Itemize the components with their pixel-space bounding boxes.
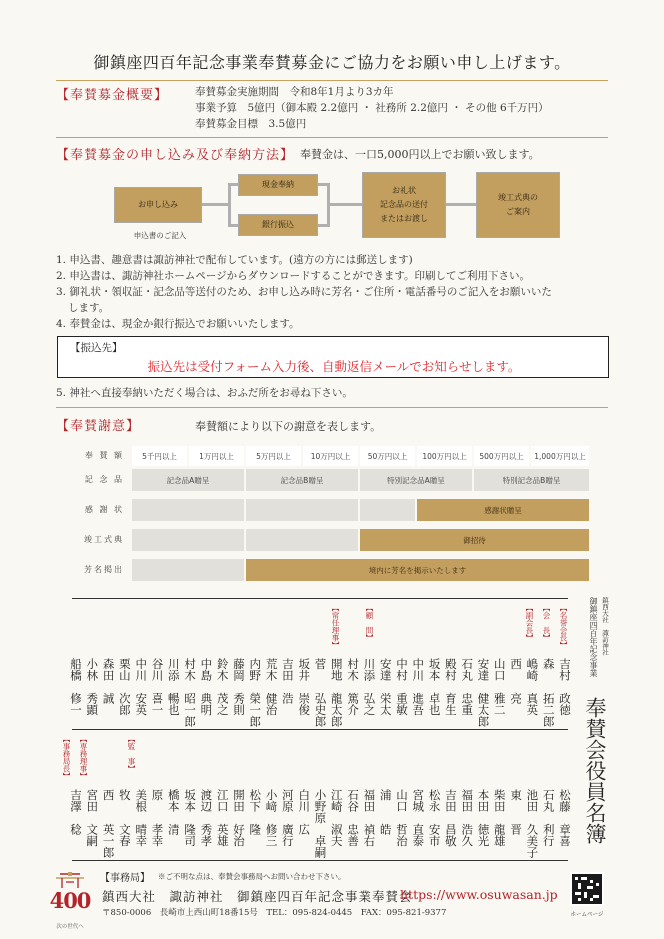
empty-cell — [132, 499, 244, 521]
logo-caption: 次の世代へ — [56, 924, 84, 930]
roster-name: 谷川 喜一 — [150, 658, 165, 716]
gratitude-note: 奉賛額により以下の謝意を表します。 — [195, 420, 382, 433]
roster-name: 松藤 章喜 — [558, 789, 572, 847]
roster-name: 原 孝幸 — [150, 789, 165, 847]
roster-name: 小野原 卓嗣 — [313, 789, 328, 858]
roster-name: 吉田 浩 — [280, 658, 295, 704]
roster-name: 渡辺 秀孝 — [199, 789, 214, 847]
row-label-certificate: 感 謝 状 — [84, 505, 124, 514]
method-item-3-cont: します。 — [68, 302, 110, 314]
empty-cell — [360, 499, 415, 521]
gratitude-heading: 【奉賛謝意】 — [56, 419, 141, 434]
method-note: 奉賛金は、一口5,000円以上でお願い致します。 — [300, 148, 540, 161]
overview-period: 奉賛募金実施期間 令和8年1月より3カ年 — [195, 86, 394, 98]
method-item-2: 2. 申込書は、諏訪神社ホームページからダウンロードすることができます。印刷してご利用下さい。 — [56, 270, 530, 282]
flow-bank-box: 銀行振込 — [238, 214, 318, 236]
method-heading: 【奉賛募金の申し込み及び奉納方法】 — [56, 148, 295, 163]
ceremony-cell: 御招待 — [360, 529, 589, 551]
office-label: 【事務局】 — [100, 873, 150, 884]
amount-cell: 500万円以上 — [474, 446, 529, 466]
page-title: 御鎮座四百年記念事業奉賛募金にご協力をお願い申し上げます。 — [93, 53, 571, 72]
website-link[interactable]: https://www.osuwasan.jp — [400, 887, 558, 902]
roster-name: 美根 晴幸 — [134, 789, 149, 847]
gift-cell: 特別記念品A贈呈 — [360, 469, 472, 491]
amount-cell: 50万円以上 — [360, 446, 415, 466]
qr-code-icon — [572, 874, 602, 904]
empty-cell — [132, 559, 244, 581]
role-auditor: 【監 事】 — [127, 735, 136, 773]
roster-name: 宮田 文嗣 — [85, 789, 100, 847]
flow-ceremony-line: 竣工式典の — [498, 193, 538, 202]
gift-cell: 記念品A贈呈 — [132, 469, 244, 491]
role-president: 【会 長】 — [542, 604, 551, 642]
roster-name: 船橋 修一 — [69, 658, 83, 716]
flow-apply-caption: 申込書のご記入 — [133, 231, 187, 240]
roster-name: 福田 浩久 — [460, 789, 475, 847]
flow-ceremony-line: ご案内 — [506, 207, 530, 216]
roster-name: 中川 進吾 — [411, 658, 426, 716]
footer-address: 〒850-0006 長崎市上西山町18番15号 TEL：095-824-0445 FAX：095-821-9377 — [102, 908, 447, 918]
roster-name: 嶋崎 真英 — [525, 658, 540, 716]
roster-name: 江口 英雄 — [215, 789, 230, 847]
amount-cell: 1万円以上 — [189, 446, 244, 466]
divider — [56, 80, 608, 81]
roster-name: 松永 安市 — [427, 789, 442, 847]
gift-cell: 記念品B贈呈 — [246, 469, 358, 491]
transfer-label: 【振込先】 — [70, 342, 123, 354]
amount-cell: 10万円以上 — [303, 446, 358, 466]
roster-org-line2: 御鎮座四百年記念事業 — [589, 597, 598, 677]
roster-name: 荒木 健治 — [264, 658, 279, 716]
roster-name: 森田 誠 — [101, 658, 116, 704]
roster-name: 森 拓二郎 — [541, 658, 556, 727]
overview-goal: 奉賛募金目標 3.5億円 — [195, 118, 307, 130]
amount-cell: 100万円以上 — [417, 446, 472, 466]
method-item-4: 4. 奉賛金は、現金か銀行振込でお願いいたします。 — [56, 318, 300, 330]
logo-number: 400 — [49, 888, 91, 913]
roster-name: 安達 栄太 — [378, 658, 393, 716]
roster-name: 池田 久美子 — [525, 789, 540, 858]
role-vice: 【副会長】 — [525, 604, 534, 642]
anniversary-logo — [46, 868, 94, 934]
roster-name: 中島 典明 — [199, 658, 214, 716]
roster-name: 小林 秀顕 — [85, 658, 100, 716]
method-item-3: 3. 御礼状・領収証・記念品等送付のため、お申し込み時に芳名・ご住所・電話番号のご記入をお願いいた — [56, 286, 552, 298]
role-standing: 【常任理事】 — [331, 604, 340, 649]
roster-name: 藤岡 秀則 — [232, 658, 246, 716]
names-display-cell: 境内に芳名を掲示いたします — [246, 559, 589, 581]
gift-cell: 特別記念品B贈呈 — [474, 469, 589, 491]
roster-name: 宮城 直泰 — [411, 789, 426, 847]
roster-title: 奉賛会役員名簿 — [583, 697, 607, 844]
overview-heading: 【奉賛募金概要】 — [56, 88, 169, 103]
method-item-1: 1. 申込書、趣意書は諏訪神社で配布しています。(遠方の方には郵送します) — [56, 254, 413, 266]
empty-cell — [132, 529, 244, 551]
flow-cash-box: 現金奉納 — [238, 174, 318, 196]
roster-org-line1: 鎮西大社 諏訪神社 — [601, 597, 609, 656]
connector — [327, 203, 363, 206]
roster-name: 坂本 卓也 — [427, 658, 442, 716]
connector — [445, 203, 477, 206]
qr-code[interactable] — [570, 872, 604, 906]
roster-name: 吉田 昌敬 — [443, 789, 458, 847]
amount-cell: 5千円以上 — [132, 446, 187, 466]
roster-name: 白川 広 — [297, 789, 312, 835]
flow-thanks-line: 記念品の送付 — [380, 200, 428, 209]
footer-org: 鎮西大社 諏訪神社 御鎮座四百年記念事業奉賛会 — [102, 889, 413, 904]
roster-name: 橋本 清 — [166, 789, 181, 835]
roster-name: 東 晋 — [509, 789, 524, 835]
roster-name: 菅 弘史郎 — [313, 658, 328, 727]
roster-name: 吉澤 稔 — [69, 789, 83, 835]
flow-thanks-box — [362, 172, 446, 238]
roster-name: 本田 徳光 — [476, 789, 491, 847]
role-managing: 【専務理事】 — [79, 735, 88, 780]
roster-divider — [72, 860, 568, 861]
roster-name: 石丸 利行 — [541, 789, 556, 847]
roster-name: 山口 雅二 — [492, 658, 507, 716]
roster-name: 村木 昭一郎 — [183, 658, 198, 727]
roster-name: 西 亮 — [509, 658, 524, 704]
qr-caption: ホームページ — [570, 912, 604, 918]
roster-name: 江崎 淑夫 — [329, 789, 344, 847]
roster-name: 坂井 崇俊 — [297, 658, 312, 716]
roster-name: 川添 暢也 — [166, 658, 181, 716]
roster-name: 石丸 忠重 — [460, 658, 475, 716]
row-label-gift: 記 念 品 — [84, 475, 124, 484]
roster-name: 松下 隆 — [248, 789, 263, 835]
roster-divider — [72, 729, 568, 730]
roster-name: 坂本 隆司 — [183, 789, 198, 847]
connector — [200, 203, 230, 206]
roster-name: 鈴木 茂之 — [215, 658, 230, 716]
roster-name: 村木 篤介 — [346, 658, 361, 716]
roster-name: 牧 文春 — [117, 789, 132, 847]
roster-name: 柴田 龍雄 — [492, 789, 507, 847]
roster-name: 内野 榮一郎 — [248, 658, 263, 727]
certificate-cell: 感謝状贈呈 — [417, 499, 589, 521]
roster-name: 河原 廣行 — [280, 789, 295, 847]
roster-name: 小﨑 修三 — [264, 789, 279, 847]
connector — [228, 183, 231, 227]
roster-name: 殿村 育生 — [443, 658, 458, 716]
flow-thanks-line: またはお渡し — [380, 214, 428, 223]
row-label-amount: 奉 賛 額 — [84, 451, 124, 460]
empty-cell — [246, 499, 358, 521]
method-item-5: 5. 神社へ直接奉納いただく場合は、おふだ所をお尋ね下さい。 — [56, 387, 353, 399]
roster-name: 中村 重敏 — [395, 658, 409, 716]
role-secretary: 【事務局長】 — [62, 735, 71, 780]
role-advisor: 【顧 問】 — [365, 604, 374, 642]
divider — [56, 137, 608, 138]
roster-name: 開田 好治 — [232, 789, 246, 847]
flow-ceremony-box — [476, 172, 560, 238]
roster-name: 栗山 次郎 — [117, 658, 132, 716]
roster-name: 安達 健太郎 — [476, 658, 491, 727]
roster-name: 川添 弘之 — [362, 658, 377, 716]
roster-name: 開地 龍太郎 — [329, 658, 344, 727]
roster-name: 山口 哲治 — [395, 789, 409, 847]
amount-cell: 5万円以上 — [246, 446, 301, 466]
roster-name: 中川 安英 — [134, 658, 149, 716]
flow-thanks-line: お礼状 — [392, 186, 416, 195]
transfer-box — [57, 336, 609, 378]
roster-divider — [72, 598, 568, 599]
office-note: ※ご不明な点は、奉賛会事務局へお問い合わせ下さい。 — [158, 872, 346, 881]
roster-name: 福田 禎右 — [362, 789, 377, 847]
role-honorary: 【名誉会長】 — [559, 604, 568, 649]
roster-name: 西 英一郎 — [101, 789, 116, 858]
divider — [56, 407, 608, 408]
row-label-names: 芳名掲出 — [84, 565, 124, 574]
empty-cell — [246, 529, 358, 551]
overview-budget: 事業予算 5億円（御本殿 2.2億円 ・ 社務所 2.2億円 ・ その他 6千万円） — [195, 102, 549, 114]
roster-name: 浦 皓 — [378, 789, 393, 835]
amount-cell: 1,000万円以上 — [531, 446, 589, 466]
transfer-text: 振込先は受付フォーム入力後、自動返信メールでお知らせします。 — [147, 359, 521, 374]
row-label-ceremony: 竣工式典 — [84, 535, 124, 544]
flow-apply-box: お申し込み — [114, 187, 202, 223]
roster-name: 吉村 政徳 — [558, 658, 572, 716]
roster-name: 石谷 忠善 — [346, 789, 361, 847]
